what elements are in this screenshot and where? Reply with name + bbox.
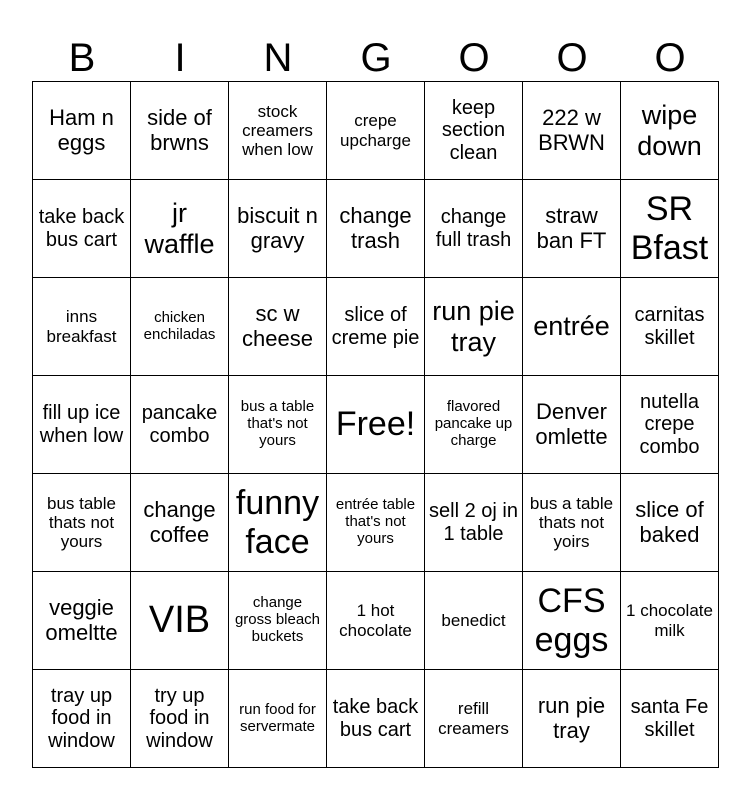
bingo-cell[interactable]: 1 chocolate milk bbox=[621, 572, 719, 670]
bingo-cell[interactable]: benedict bbox=[425, 572, 523, 670]
bingo-cell[interactable]: straw ban FT bbox=[523, 180, 621, 278]
bingo-cell[interactable]: bus a table thats not yoirs bbox=[523, 474, 621, 572]
bingo-cell[interactable]: change trash bbox=[327, 180, 425, 278]
bingo-cell[interactable]: flavored pancake up charge bbox=[425, 376, 523, 474]
bingo-cell[interactable]: crepe upcharge bbox=[327, 82, 425, 180]
header-letter-n: N bbox=[263, 36, 293, 80]
bingo-cell[interactable]: change full trash bbox=[425, 180, 523, 278]
bingo-cell[interactable]: run pie tray bbox=[523, 670, 621, 768]
bingo-cell[interactable]: 1 hot chocolate bbox=[327, 572, 425, 670]
free-space-cell[interactable]: Free! bbox=[327, 376, 425, 474]
bingo-cell[interactable]: change gross bleach buckets bbox=[229, 572, 327, 670]
header-letter-b: B bbox=[68, 36, 96, 80]
bingo-cell[interactable]: entrée bbox=[523, 278, 621, 376]
bingo-cell[interactable]: 222 w BRWN bbox=[523, 82, 621, 180]
header-letter-o1: O bbox=[458, 36, 490, 80]
bingo-cell[interactable]: sell 2 oj in 1 table bbox=[425, 474, 523, 572]
bingo-cell[interactable]: take back bus cart bbox=[33, 180, 131, 278]
bingo-cell[interactable]: slice of creme pie bbox=[327, 278, 425, 376]
bingo-cell[interactable]: try up food in window bbox=[131, 670, 229, 768]
bingo-cell[interactable]: CFS eggs bbox=[523, 572, 621, 670]
bingo-cell[interactable]: pancake combo bbox=[131, 376, 229, 474]
bingo-cell[interactable]: change coffee bbox=[131, 474, 229, 572]
header-letter-g: G bbox=[360, 36, 392, 80]
bingo-cell[interactable]: stock creamers when low bbox=[229, 82, 327, 180]
bingo-cell[interactable]: fill up ice when low bbox=[33, 376, 131, 474]
bingo-cell[interactable]: santa Fe skillet bbox=[621, 670, 719, 768]
bingo-cell[interactable]: carnitas skillet bbox=[621, 278, 719, 376]
bingo-cell[interactable]: entrée table that's not yours bbox=[327, 474, 425, 572]
bingo-cell[interactable]: bus table thats not yours bbox=[33, 474, 131, 572]
bingo-header bbox=[33, 34, 719, 82]
header-letter-o3: O bbox=[654, 36, 686, 80]
bingo-cell[interactable]: run pie tray bbox=[425, 278, 523, 376]
bingo-cell[interactable]: take back bus cart bbox=[327, 670, 425, 768]
bingo-cell[interactable]: chicken enchiladas bbox=[131, 278, 229, 376]
bingo-cell[interactable]: VIB bbox=[131, 572, 229, 670]
bingo-cell[interactable]: nutella crepe combo bbox=[621, 376, 719, 474]
bingo-cell[interactable]: veggie omeltte bbox=[33, 572, 131, 670]
bingo-cell[interactable]: refill creamers bbox=[425, 670, 523, 768]
bingo-cell[interactable]: biscuit n gravy bbox=[229, 180, 327, 278]
header-letter-o2: O bbox=[556, 36, 588, 80]
bingo-cell[interactable]: wipe down bbox=[621, 82, 719, 180]
bingo-cell[interactable]: keep section clean bbox=[425, 82, 523, 180]
bingo-cell[interactable]: funny face bbox=[229, 474, 327, 572]
bingo-cell[interactable]: sc w cheese bbox=[229, 278, 327, 376]
bingo-board bbox=[32, 81, 719, 768]
bingo-cell[interactable]: side of brwns bbox=[131, 82, 229, 180]
bingo-cell[interactable]: tray up food in window bbox=[33, 670, 131, 768]
bingo-cell[interactable]: Ham n eggs bbox=[33, 82, 131, 180]
header-letter-i: I bbox=[174, 36, 186, 80]
bingo-cell[interactable]: run food for servermate bbox=[229, 670, 327, 768]
bingo-cell[interactable]: SR Bfast bbox=[621, 180, 719, 278]
bingo-cell[interactable]: Denver omlette bbox=[523, 376, 621, 474]
bingo-cell[interactable]: jr waffle bbox=[131, 180, 229, 278]
bingo-cell[interactable]: bus a table that's not yours bbox=[229, 376, 327, 474]
bingo-cell[interactable]: slice of baked bbox=[621, 474, 719, 572]
bingo-cell[interactable]: inns breakfast bbox=[33, 278, 131, 376]
